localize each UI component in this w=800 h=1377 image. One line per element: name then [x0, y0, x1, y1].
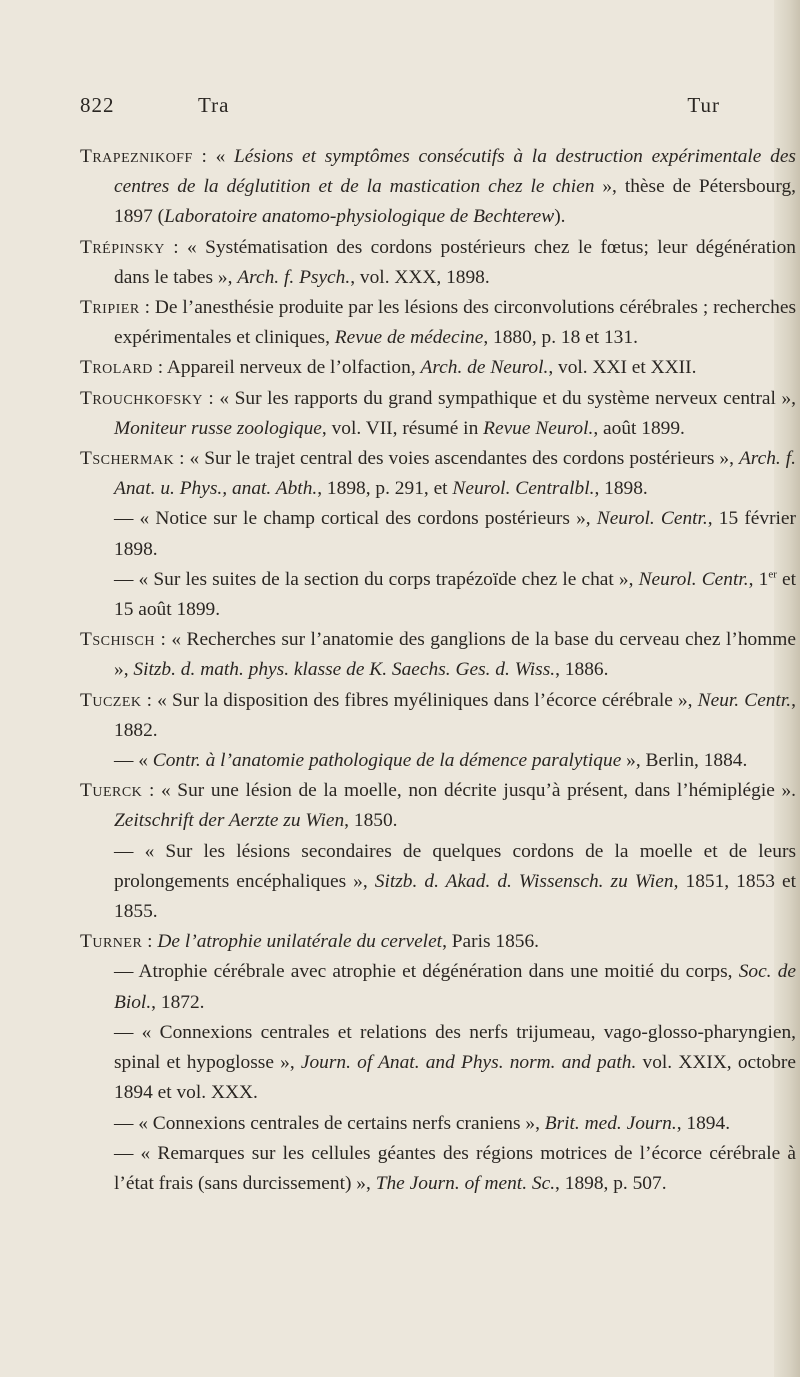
- plain-text: , 1898.: [594, 478, 648, 500]
- plain-text: , 1886.: [555, 659, 609, 681]
- plain-text: », thèse de Pétersbourg, 1897 (: [114, 176, 797, 228]
- title-text: Contr. à l’anatomie pathologique de la démence paralytique: [152, 750, 622, 772]
- author-name: Trépinsky: [80, 236, 165, 258]
- header-left-word: Tra: [198, 93, 230, 117]
- plain-text: , vol. XXX, 1898.: [350, 266, 490, 288]
- plain-text: — « Notice sur le champ cortical des cordons postérieurs »,: [114, 508, 597, 530]
- author-name: Tuerck: [80, 780, 143, 802]
- bib-entry: [80, 927, 796, 957]
- plain-text: : « Recherches sur l’anatomie des ganglions de la base du cerveau chez l’homme »,: [114, 629, 796, 681]
- bib-sub-entry: [80, 1109, 796, 1139]
- author-name: Trapeznikoff: [80, 146, 193, 167]
- page-number: 822: [80, 93, 115, 117]
- title-text: Neurol. Centr.: [638, 568, 749, 590]
- superscript: er: [768, 568, 777, 581]
- plain-text: : De l’anesthésie produite par les lésions des circonvolutions cérébrales ; recherches expérimentales et cliniques,: [114, 297, 796, 349]
- bibliography: [80, 142, 796, 1199]
- title-text: Arch. de Neurol.: [420, 357, 549, 379]
- plain-text: — Atrophie cérébrale avec atrophie et dégénération dans une moitié du corps,: [114, 961, 739, 983]
- plain-text: , 1882.: [114, 689, 796, 741]
- plain-text: , Paris 1856.: [442, 931, 540, 953]
- title-text: Neur. Centr.: [697, 689, 792, 711]
- bib-entry: [80, 444, 796, 504]
- title-text: Revue de médecine: [334, 327, 484, 349]
- bib-entry: [80, 776, 796, 836]
- plain-text: , 1: [748, 568, 769, 590]
- plain-text: , 1880, p. 18 et 131.: [483, 327, 638, 349]
- title-text: Moniteur russe zoologique: [114, 417, 322, 439]
- bib-sub-entry: [80, 565, 796, 625]
- plain-text: , août 1899.: [593, 417, 685, 439]
- bib-entry: [80, 353, 796, 383]
- running-header: [80, 93, 720, 123]
- author-name: Tripier: [80, 297, 140, 319]
- title-text: Sitzb. d. Akad. d. Wissensch. zu Wien: [374, 870, 674, 892]
- bib-entry: [80, 625, 796, 685]
- title-text: Journ. of Anat. and Phys. norm. and path.: [300, 1052, 637, 1074]
- plain-text: — « Sur les suites de la section du corps trapézoïde chez le chat »,: [114, 568, 639, 590]
- plain-text: — «: [114, 750, 153, 772]
- plain-text: : Appareil nerveux de l’olfaction,: [152, 357, 421, 379]
- header-right-word: Tur: [687, 93, 720, 117]
- plain-text: et 15 août 1899.: [114, 568, 796, 621]
- title-text: Lésions et symptômes consécutifs à la destruction expérimentale des centres de la déglutition et de la mastication chez le chien: [114, 146, 796, 198]
- plain-text: », Berlin, 1884.: [621, 750, 748, 772]
- bib-entry: [80, 293, 796, 353]
- bib-sub-entry: [80, 957, 796, 1017]
- title-text: Laboratoire anatomo-physiologique de Bechterew: [164, 206, 555, 228]
- author-name: Trouchkofsky: [80, 387, 203, 409]
- title-text: Zeitschrift der Aerzte zu Wien: [114, 810, 345, 832]
- plain-text: , 1851, 1853 et 1855.: [114, 870, 796, 923]
- plain-text: — « Sur les lésions secondaires de quelques cordons de la moelle et de leurs prolongements encéphaliques »,: [114, 840, 796, 892]
- bib-entry: [80, 233, 796, 293]
- bib-entry: [80, 142, 796, 233]
- bib-entry: [80, 384, 796, 444]
- plain-text: : « Sur les rapports du grand sympathique et du système nerveux central »,: [202, 387, 796, 409]
- author-name: Trolard: [80, 357, 153, 379]
- bib-sub-entry: [80, 504, 796, 564]
- title-text: Neurol. Centralbl.: [452, 478, 595, 500]
- plain-text: , 1898, p. 291, et: [317, 478, 453, 500]
- bib-entry: [80, 686, 796, 746]
- bib-sub-entry: [80, 1018, 796, 1109]
- plain-text: ).: [554, 206, 566, 228]
- title-text: Brit. med. Journ.: [544, 1112, 677, 1134]
- title-text: De l’atrophie unilatérale du cervelet: [157, 931, 443, 953]
- plain-text: , vol. XXI et XXII.: [548, 357, 697, 379]
- title-text: Arch. f. Psych.: [237, 266, 351, 288]
- plain-text: , vol. VII, résumé in: [321, 417, 484, 439]
- plain-text: , 1898, p. 507.: [555, 1172, 667, 1194]
- plain-text: :: [142, 931, 158, 953]
- plain-text: — « Connexions centrales et relations des nerfs trijumeau, vago-glosso-pharyngien, spinal et hypoglosse »,: [114, 1021, 796, 1074]
- plain-text: : «: [192, 146, 234, 167]
- plain-text: : « Sur le trajet central des voies ascendantes des cordons postérieurs »,: [174, 448, 739, 470]
- author-name: Tschisch: [80, 629, 155, 651]
- title-text: Soc. de Biol.: [114, 961, 796, 1013]
- plain-text: — « Remarques sur les cellules géantes des régions motrices de l’écorce cérébrale à l’état frais (sans durcissement) »,: [114, 1142, 796, 1194]
- plain-text: : « Sur une lésion de la moelle, non décrite jusqu’à présent, dans l’hémiplégie ».: [142, 780, 796, 802]
- bib-sub-entry: [80, 837, 796, 928]
- author-name: Turner: [80, 931, 143, 953]
- title-text: Neurol. Centr.: [596, 508, 708, 530]
- plain-text: , 1894.: [676, 1112, 731, 1134]
- title-text: The Journ. of ment. Sc.: [375, 1172, 556, 1194]
- plain-text: , 1850.: [344, 810, 398, 832]
- plain-text: : « Systématisation des cordons postérieurs chez le fœtus; leur dégénération dans le tabes »,: [114, 236, 796, 288]
- plain-text: : « Sur la disposition des fibres myéliniques dans l’écorce cérébrale »,: [141, 689, 698, 711]
- plain-text: , 1872.: [151, 991, 205, 1013]
- title-text: Arch. f. Anat. u. Phys., anat. Abth.: [114, 448, 797, 500]
- plain-text: , 15 février 1898.: [114, 508, 796, 560]
- title-text: Sitzb. d. math. phys. klasse de K. Saechs. Ges. d. Wiss.: [133, 659, 556, 681]
- bib-sub-entry: [80, 1139, 796, 1199]
- author-name: Tschermak: [80, 448, 175, 470]
- plain-text: vol. XXIX, octobre 1894 et vol. XXX.: [114, 1052, 796, 1104]
- author-name: Tuczek: [80, 689, 142, 711]
- title-text: Revue Neurol.: [483, 417, 594, 439]
- plain-text: — « Connexions centrales de certains nerfs craniens »,: [114, 1112, 545, 1134]
- bib-sub-entry: [80, 746, 796, 776]
